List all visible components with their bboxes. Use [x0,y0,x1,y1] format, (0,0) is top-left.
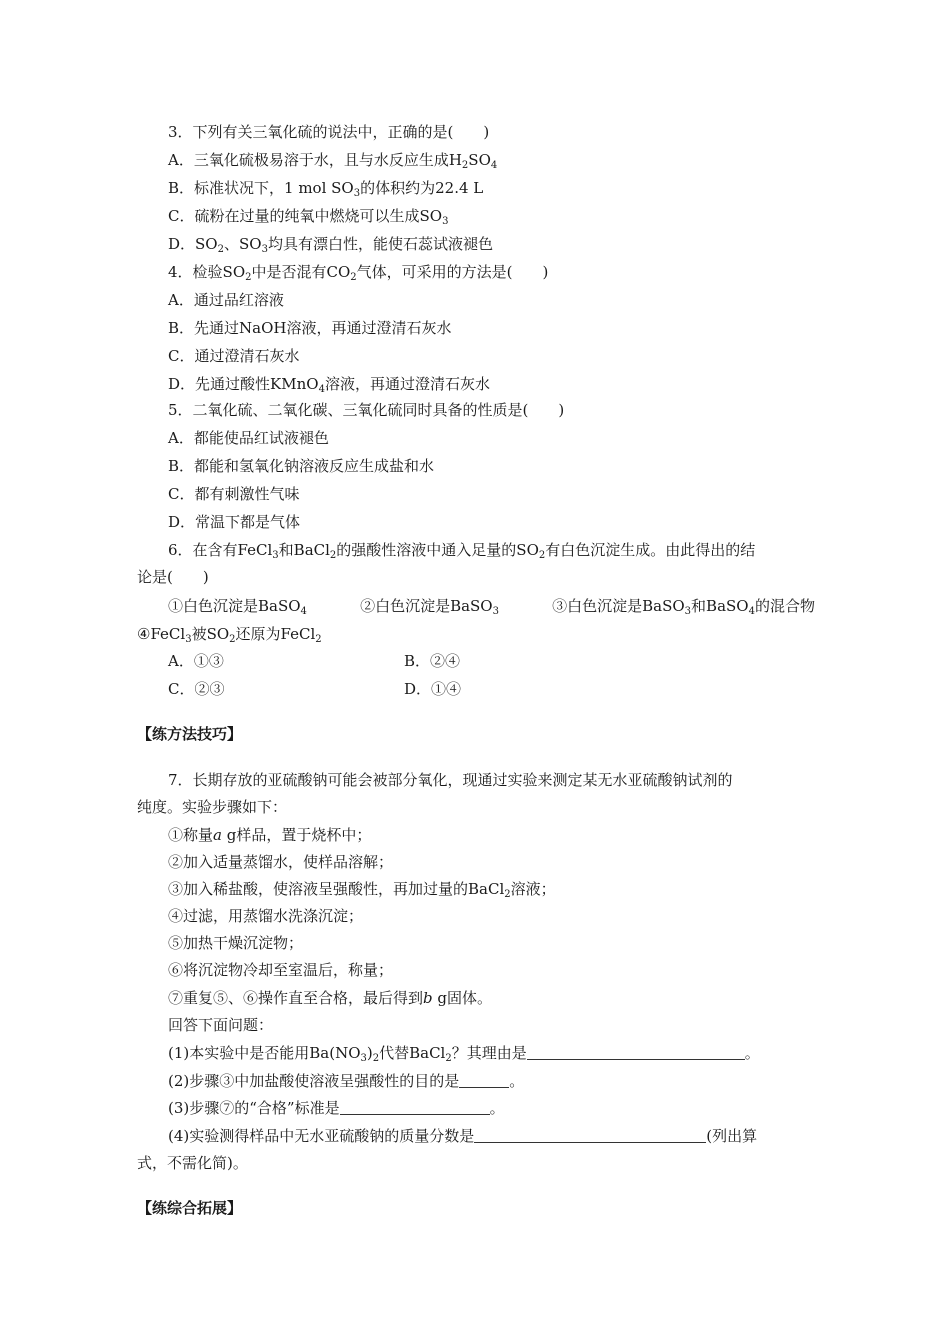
question-6-option-c: C．②③ [168,680,225,698]
question-6-option-d: D．①④ [404,680,462,698]
statement-1: ①白色沉淀是BaSO$_4$ [168,597,307,617]
question-5-option-b: B．都能和氢氧化钠溶液反应生成盐和水 [168,457,435,475]
question-7-stem: 7．长期存放的亚硫酸钠可能会被部分氧化，现通过实验来测定某无水亚硫酸钠试剂的 [168,771,733,789]
question-6-stem: 6．在含有FeCl$_3$和BaCl$_2$的强酸性溶液中通入足量的$SO_2$有白色沉淀生成。由此得出的结 [168,541,756,561]
step-6: ⑥将沉淀物冷却至室温后，称量； [168,961,394,979]
answer-blank-3[interactable] [340,1100,490,1115]
question-5-option-c: C．都有刺激性气味 [168,485,300,503]
question-4-option-a: A．通过品红溶液 [168,291,284,309]
question-6-option-a: A．①③ [168,652,224,670]
step-2: ②加入适量蒸馏水，使样品溶解； [168,853,394,871]
question-5-stem: 5．二氧化硫、二氧化碳、三氧化硫同时具备的性质是( ) [168,401,565,419]
question-4-option-d: D．先通过酸性KMnO$_4$溶液，再通过澄清石灰水 [168,375,490,395]
question-6-stem-continued: 论是( ) [137,568,209,586]
sub-question-2: (2)步骤③中加盐酸使溶液呈强酸性的目的是 。 [168,1072,525,1090]
step-3: ③加入稀盐酸，使溶液呈强酸性，再加过量的BaCl$_2$溶液； [168,880,556,900]
question-4-option-b: B．先通过NaOH溶液，再通过澄清石灰水 [168,319,452,337]
question-7-stem-continued: 纯度。实验步骤如下： [137,798,288,816]
answer-blank-1[interactable] [527,1045,745,1060]
question-5-option-d: D．常温下都是气体 [168,513,301,531]
step-7: ⑦重复⑤、⑥操作直至合格，最后得到b g固体。 [168,989,492,1007]
question-3-option-a: A．三氧化硫极易溶于水，且与水反应生成$H_2SO_4$ [168,151,498,171]
statement-3: ③白色沉淀是BaSO$_3$和BaSO$_4$的混合物 [552,597,815,617]
section-heading-extend: 【练综合拓展】 [137,1199,243,1217]
step-1: ①称量a g样品，置于烧杯中； [168,826,372,844]
sub-question-3: (3)步骤⑦的“合格”标准是 。 [168,1099,505,1117]
statement-4: ④FeCl$_3$被$SO_2$还原为FeCl$_2$ [137,625,322,645]
sub-question-4-continued: 式，不需化简)。 [137,1154,248,1172]
question-3-option-c: C．硫粉在过量的纯氧中燃烧可以生成$SO_3$ [168,207,449,227]
question-3-stem: 3．下列有关三氧化硫的说法中，正确的是( ) [168,123,490,141]
statement-2: ②白色沉淀是BaSO$_3$ [360,597,499,617]
step-4: ④过滤，用蒸馏水洗涤沉淀； [168,907,364,925]
question-4-stem: 4．检验$SO_2$中是否混有$CO_2$气体，可采用的方法是( ) [168,263,549,283]
question-4-option-c: C．通过澄清石灰水 [168,347,300,365]
section-heading-method: 【练方法技巧】 [137,725,243,743]
question-6-statements [168,596,815,616]
answer-intro: 回答下面问题： [168,1016,274,1034]
sub-question-4: (4)实验测得样品中无水亚硫酸钠的质量分数是 (列出算 [168,1127,758,1145]
answer-blank-2[interactable] [459,1073,509,1088]
question-6-option-b: B．②④ [404,652,461,670]
question-5-option-a: A．都能使品红试液褪色 [168,429,329,447]
question-3-option-b: B．标准状况下，1 mol $SO_3$的体积约为22.4 L [168,179,484,199]
sub-question-1: (1)本实验中是否能用$Ba(NO_3)_2$代替BaCl$_2$？其理由是 。 [168,1044,760,1064]
step-5: ⑤加热干燥沉淀物； [168,934,304,952]
question-3-option-d: D．$SO_2$、$SO_3$均具有漂白性，能使石蕊试液褪色 [168,235,493,255]
answer-blank-4[interactable] [474,1128,706,1143]
